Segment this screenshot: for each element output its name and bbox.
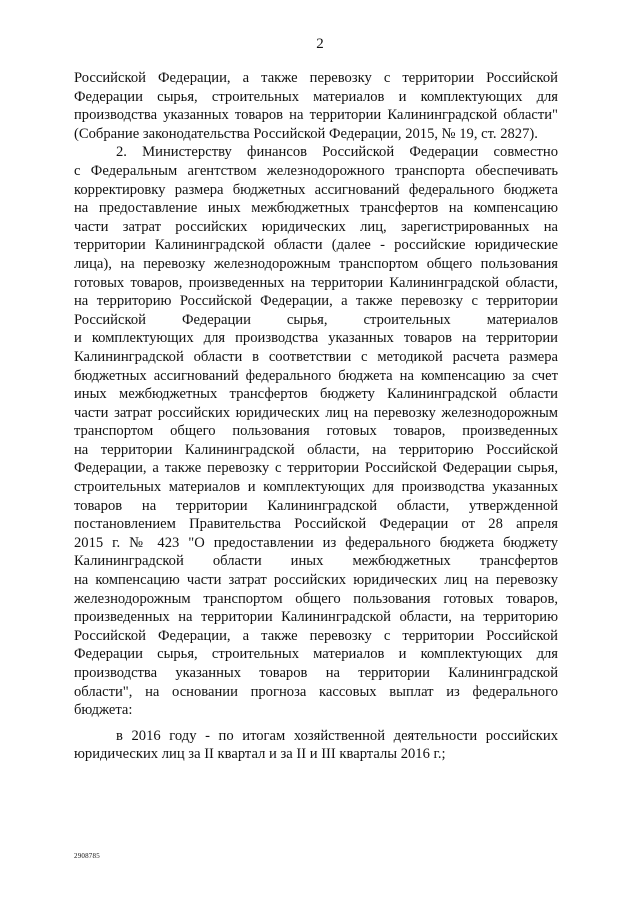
text-line: части затрат российских юридических лиц на перевозку железнодорожным: [74, 404, 558, 421]
text-line: готовых товаров, произведенных на территории Калининградской области,: [74, 274, 558, 291]
text-line: (Собрание законодательства Российской Федерации, 2015, № 19, ст. 2827).: [74, 125, 538, 142]
text-line: 2015 г. № 423 "О предоставлении из федерального бюджета бюджету: [74, 534, 558, 551]
text-line: производства указанных товаров на территории Калининградской области": [74, 107, 558, 124]
text-line: лица), на перевозку железнодорожным транспортом общего пользования: [74, 255, 558, 272]
paragraph-2-start: 2. Министерству финансов Российской Федерации совместно: [116, 144, 558, 161]
text-line: с Федеральным агентством железнодорожного транспорта обеспечивать: [74, 162, 558, 179]
text-line: Российской Федерации, а также перевозку с территории Российской: [74, 627, 558, 644]
text-line: на территории Калининградской области, на территорию Российской: [74, 441, 558, 458]
text-line: строительных материалов и комплектующих для производства указанных: [74, 479, 558, 496]
text-line: бюджетных ассигнований федерального бюджета на компенсацию за счет: [74, 367, 558, 384]
paragraph-spacer: [74, 720, 558, 727]
document-body: [74, 69, 558, 764]
text-line: области", на основании прогноза кассовых выплат из федерального: [74, 683, 558, 700]
text-line: Российской Федерации сырья, строительных материалов: [74, 311, 558, 328]
text-line: бюджета:: [74, 702, 133, 719]
text-line: производства указанных товаров на территории Калининградской: [74, 665, 558, 681]
text-line: части затрат российских юридических лиц, зарегистрированных на: [74, 218, 558, 235]
page-number: 2: [316, 36, 324, 52]
text-line: территории Калининградской области (далее - российские юридические: [74, 237, 558, 254]
text-line: на компенсацию части затрат российских юридических лиц на перевозку: [74, 572, 558, 589]
text-line: Федерации сырья, строительных материалов и комплектующих для: [74, 646, 558, 663]
text-line: железнодорожным транспортом общего пользования готовых товаров,: [74, 590, 558, 607]
text-line: Российской Федерации, а также перевозку с территории Российской: [74, 70, 558, 86]
list-item-2016-start: в 2016 году - по итогам хозяйственной деятельности российских: [116, 727, 558, 744]
text-line: на предоставление иных межбюджетных трансфертов на компенсацию: [74, 200, 558, 217]
text-line: Калининградской области в соответствии с методикой расчета размера: [74, 348, 558, 365]
text-line: иных межбюджетных трансфертов бюджету Калининградской области: [74, 386, 558, 403]
document-code: 2908785: [74, 852, 100, 860]
text-line: Федерации, а также перевозку с территории Российской Федерации сырья,: [74, 460, 558, 477]
text-line: транспортом общего пользования готовых товаров, произведенных: [74, 423, 558, 440]
text-line: произведенных на территории Калининградской области, на территорию: [74, 609, 558, 626]
text-line: и комплектующих для производства указанных товаров на территории: [74, 330, 558, 347]
text-line: товаров на территории Калининградской области, утвержденной: [74, 497, 558, 514]
text-line: Калининградской области иных межбюджетных трансфертов: [74, 553, 558, 570]
text-line: корректировку размера бюджетных ассигнований федерального бюджета: [74, 181, 558, 198]
text-line: постановлением Правительства Российской Федерации от 28 апреля: [74, 516, 558, 533]
text-line: Федерации сырья, строительных материалов и комплектующих для: [74, 88, 558, 105]
text-line: на территорию Российской Федерации, а также перевозку с территории: [74, 293, 558, 310]
text-line: юридических лиц за II квартал и за II и III кварталы 2016 г.;: [74, 746, 446, 763]
